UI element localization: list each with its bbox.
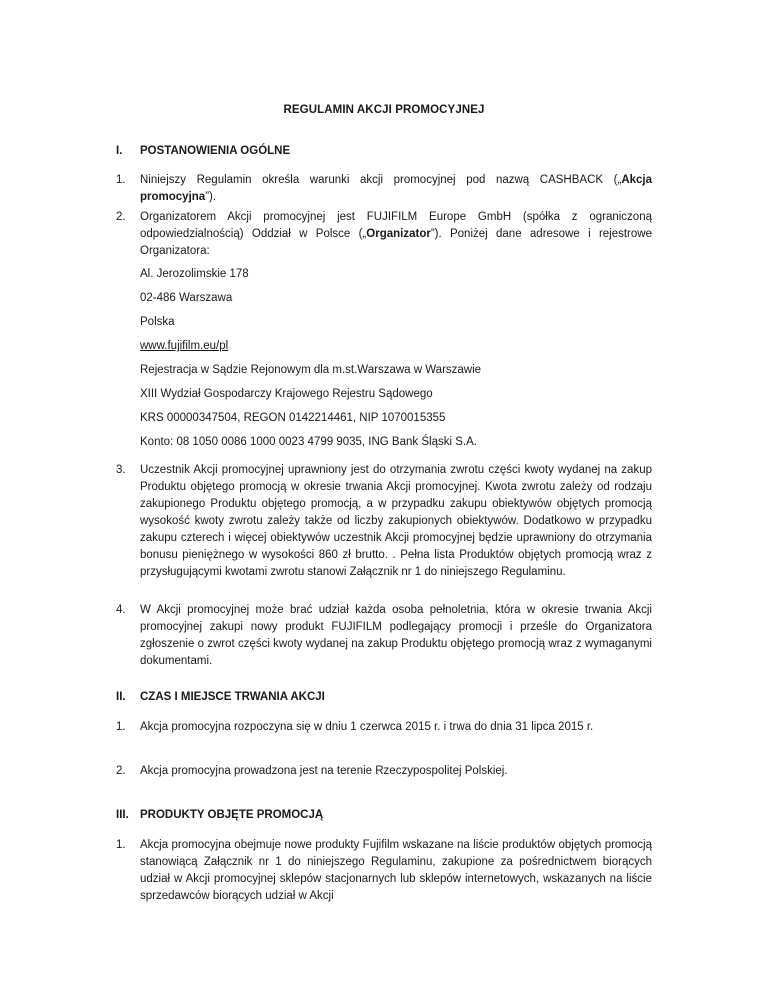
paragraph-number: 2. <box>116 765 126 777</box>
website-link[interactable]: www.fujifilm.eu/pl <box>140 340 229 352</box>
address-street: Al. Jerozolimskie 178 <box>140 268 249 280</box>
text-run: Niniejszy Regulamin określa warunki akcji promocyjnej pod nazwą CASHBACK („ <box>140 174 622 186</box>
paragraph-2-1 <box>116 719 652 736</box>
section-title: POSTANOWIENIA OGÓLNE <box>140 145 291 157</box>
paragraph-text: Akcja promocyjna rozpoczyna się w dniu 1 czerwca 2015 r. i trwa do dnia 31 lipca 2015 r. <box>140 721 594 733</box>
defined-term: Organizator <box>366 228 431 240</box>
document-title: REGULAMIN AKCJI PROMOCYJNEJ <box>283 104 485 116</box>
paragraph-1-3 <box>116 462 652 581</box>
section-number: III. <box>116 809 129 821</box>
paragraph-number: 3. <box>116 464 126 476</box>
registry-numbers: KRS 00000347504, REGON 0142214461, NIP 1070015355 <box>140 412 446 424</box>
paragraph-number: 1. <box>116 721 126 733</box>
section-number: I. <box>116 145 123 157</box>
paragraph-2-2 <box>116 763 652 780</box>
section-heading-2 <box>116 691 325 703</box>
paragraph-number: 1. <box>116 839 126 851</box>
bank-account: Konto: 08 1050 0086 1000 0023 4799 9035, ING Bank Śląski S.A. <box>140 436 477 448</box>
paragraph-text: Akcja promocyjna prowadzona jest na terenie Rzeczypospolitej Polskiej. <box>140 765 508 777</box>
paragraph-text: Akcja promocyjna obejmuje nowe produkty Fujifilm wskazane na liście produktów objętych promocją stanowiącą Załącznik nr 1 do niniejszego Regulaminu, zakupione za pośrednictwem biorących udział w Akcji promocyjnej sklepów stacjonarnych lub sklepów internetowych, wskazanych na liście sprzedawców biorących udział w Akcji <box>140 839 652 902</box>
paragraph-1-2 <box>116 209 652 260</box>
paragraph-number: 4. <box>116 604 126 616</box>
section-heading-1 <box>116 145 290 157</box>
address-postal: 02-486 Warszawa <box>140 292 233 304</box>
paragraph-text: W Akcji promocyjnej może brać udział każda osoba pełnoletnia, która w okresie trwania Akcji promocyjnej zakupi nowy produkt FUJIFILM podlegający promocji i prześle do Organizatora zgłoszenie o zwrot części kwoty wydanej na zakup Produktu objętego promocją wraz z wymaganymi dokumentami. <box>140 604 652 667</box>
text-run: Organizatorem Akcji promocyjnej jest FUJIFILM Europe GmbH (spółka z ograniczoną odpowiedzialnością) Oddział w Polsce („ <box>140 211 652 240</box>
paragraph-text <box>140 172 652 206</box>
text-run: ”). <box>205 191 217 203</box>
section-title: PRODUKTY OBJĘTE PROMOCJĄ <box>140 809 324 821</box>
paragraph-1-1 <box>116 172 652 206</box>
section-title: CZAS I MIEJSCE TRWANIA AKCJI <box>140 691 325 703</box>
section-heading-3 <box>116 809 323 821</box>
court-registration: Rejestracja w Sądzie Rejonowym dla m.st.Warszawa w Warszawie <box>140 364 482 376</box>
text-run: ”). Poniżej dane adresowe i rejestrowe Organizatora: <box>140 228 652 257</box>
section-number: II. <box>116 691 126 703</box>
paragraph-3-1 <box>116 837 652 905</box>
paragraph-number: 1. <box>116 174 126 186</box>
court-department: XIII Wydział Gospodarczy Krajowego Rejestru Sądowego <box>140 388 433 400</box>
address-country: Polska <box>140 316 175 328</box>
paragraph-number: 2. <box>116 211 126 223</box>
paragraph-text <box>140 209 652 260</box>
defined-term: Akcja promocyjna <box>140 174 652 203</box>
paragraph-text: Uczestnik Akcji promocyjnej uprawniony jest do otrzymania zwrotu części kwoty wydanej na zakup Produktu objętego promocją w okresie trwania Akcji promocyjnej. Kwota zwrotu zależy od rodzaju zakupionego Produktu objętego promocją, a w przypadku zakupu obiektywów objętych promocją wysokość kwoty zwrotu zależy także od liczby zakupionych obiektywów. Dodatkowo w przypadku zakupu czterech i więcej obiektywów uczestnik Akcji promocyjnej będzie uprawniony do otrzymania bonusu pieniężnego w wysokości 860 zł brutto. . Pełna lista Produktów objętych promocją wraz z przysługującymi kwotami zwrotu stanowi Załącznik nr 1 do niniejszego Regulaminu. <box>140 464 652 578</box>
paragraph-1-4 <box>116 602 652 670</box>
